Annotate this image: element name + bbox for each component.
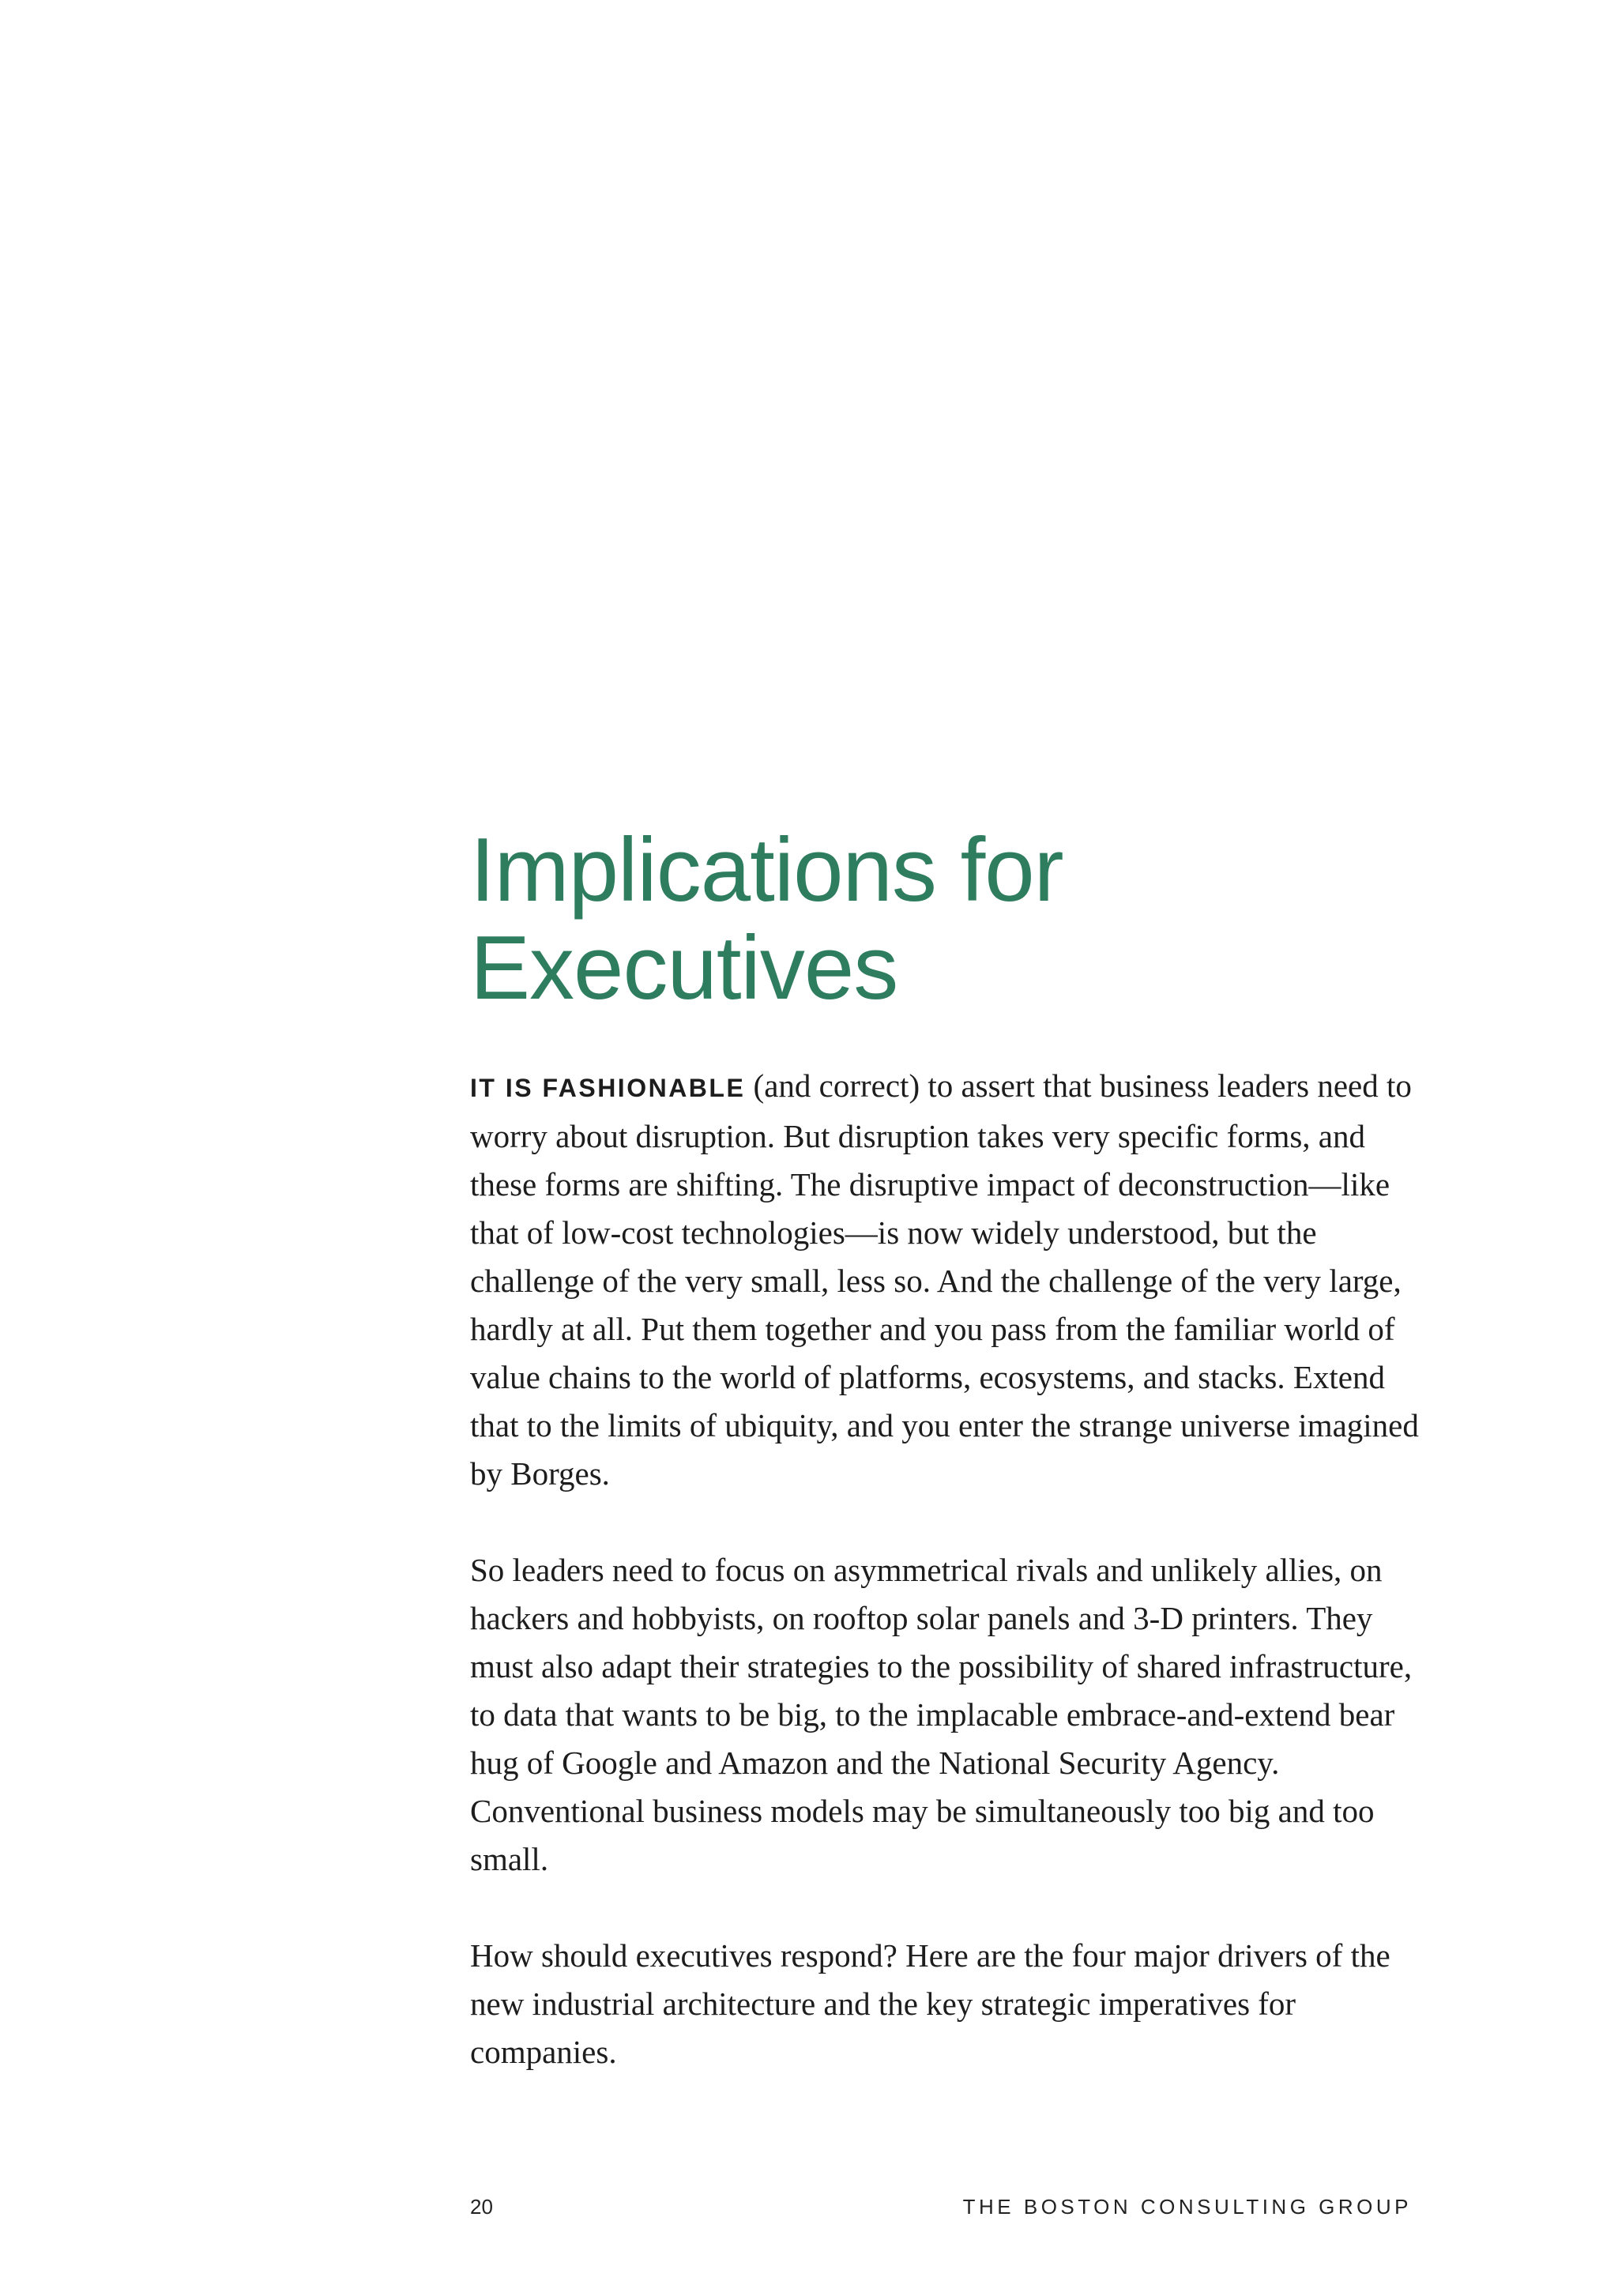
body-paragraph-3 — [470, 1932, 1434, 2076]
page-footer — [470, 2195, 1412, 2219]
body-paragraph-1 — [470, 1062, 1434, 1498]
paragraph-3-text: How should executives respond? Here are the four major drivers of the new industrial architecture and the key strategic imperatives for companies. — [470, 1937, 1390, 2070]
page-title-line-1: Implications for — [470, 820, 1063, 920]
body-paragraph-2 — [470, 1546, 1434, 1884]
page-title-line-2: Executives — [470, 918, 898, 1018]
footer-organization: THE BOSTON CONSULTING GROUP — [962, 2195, 1412, 2219]
page-number: 20 — [470, 2195, 493, 2219]
paragraph-1-text: (and correct) to assert that business leaders need to worry about disruption. But disruption takes very specific forms, and these forms are shifting. The disruptive impact of deconstruction—like that of low-cost technologies—is now widely understood, but the challenge of the very small, less so. And the challenge of the very large, hardly at all. Put them together and you pass from the familiar world of value chains to the world of platforms, ecosystems, and stacks. Extend that to the limits of ubiquity, and you enter the strange universe imagined by Borges. — [470, 1067, 1419, 1492]
paragraph-2-text: So leaders need to focus on asymmetrical rivals and unlikely allies, on hackers and hobbyists, on rooftop solar panels and 3-D printers. They must also adapt their strategies to the possibility of shared infrastructure, to data that wants to be big, to the implacable embrace-and-extend bear hug of Google and Amazon and the National Security Agency. Conventional business models may be simultaneously too big and too small. — [470, 1552, 1413, 1877]
page-title — [470, 822, 1434, 1018]
lead-in-text: IT IS FASHIONABLE — [470, 1074, 746, 1102]
main-content — [470, 822, 1434, 2125]
